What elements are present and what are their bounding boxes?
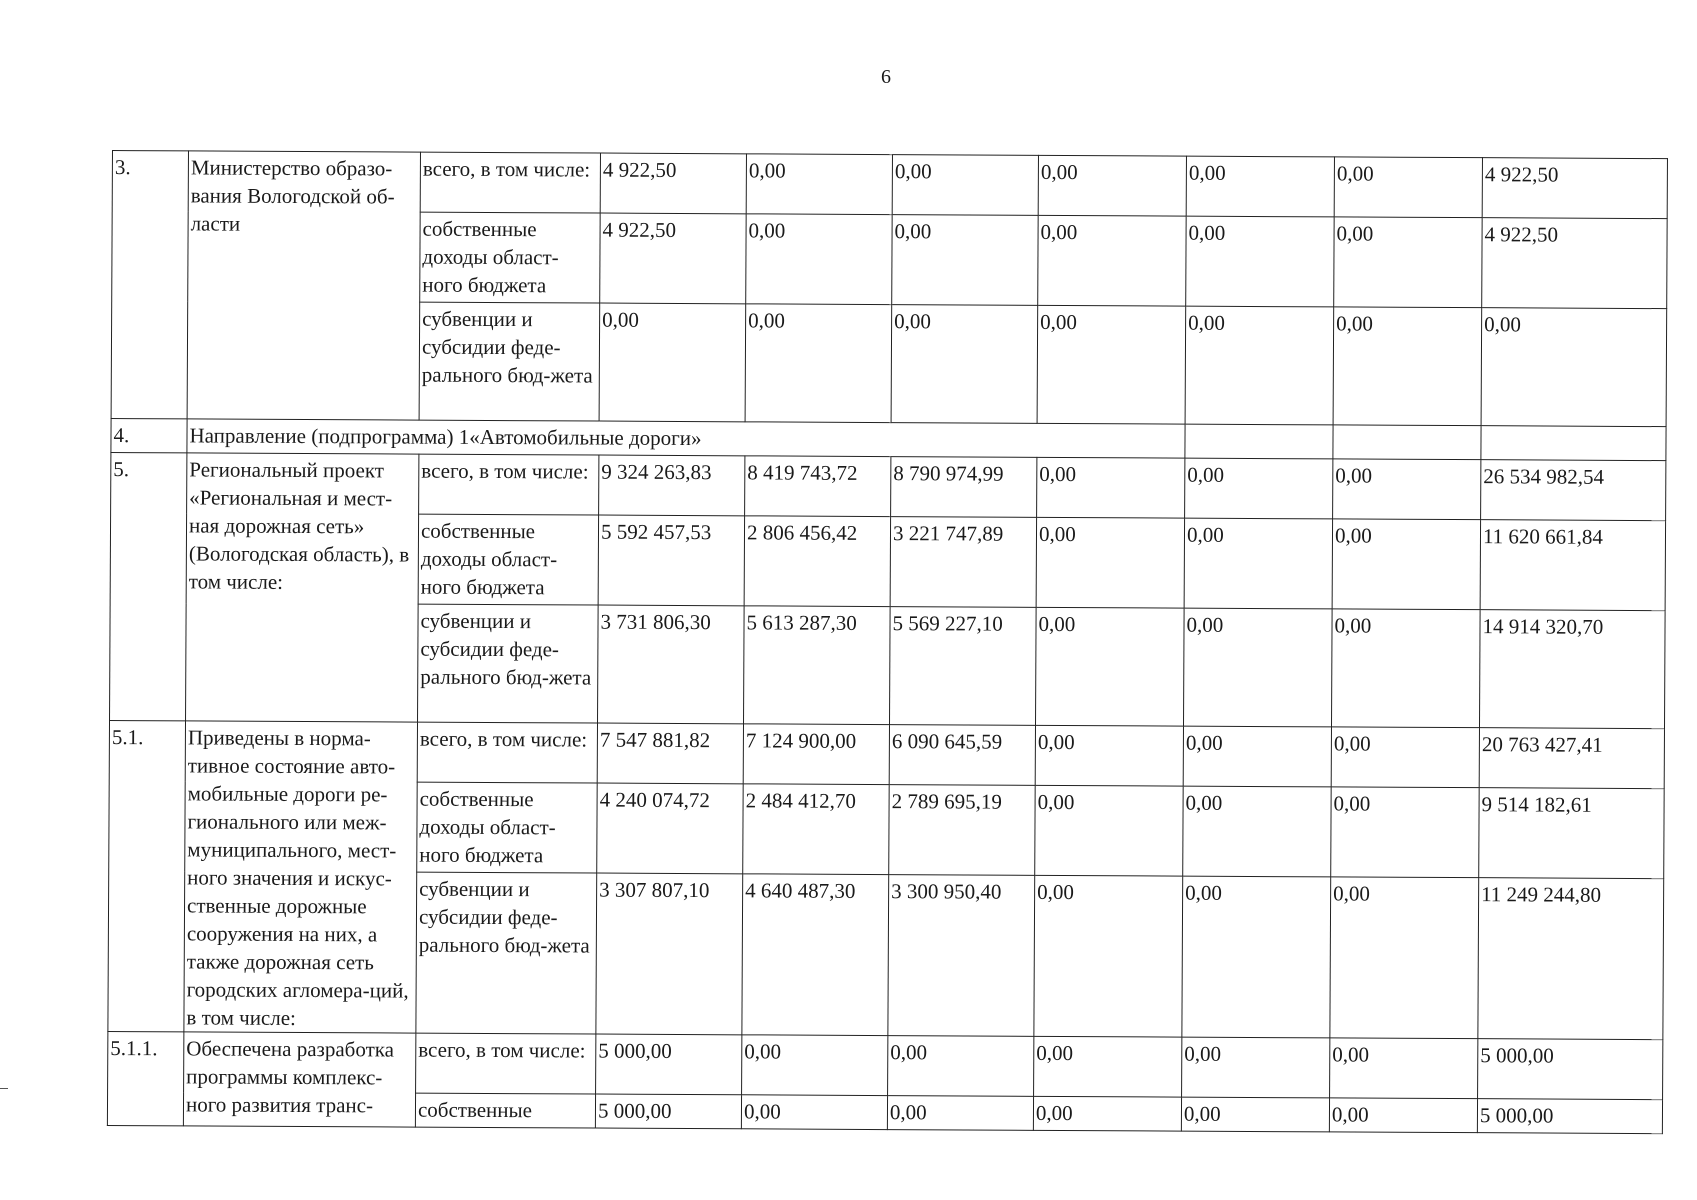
value-cell: 0,00 [1329, 1098, 1477, 1133]
value-cell: 7 547 881,82 [597, 723, 743, 784]
value-cell: 0,00 [1038, 215, 1186, 306]
value-cell: 6 090 645,59 [889, 725, 1035, 786]
value-cell: 0,00 [746, 154, 892, 215]
value-cell: 3 307 807,10 [596, 874, 743, 1035]
margin-mark [0, 1088, 8, 1089]
value-cell: 0,00 [741, 1095, 887, 1130]
row-number: 4. [111, 418, 187, 452]
row-name: Министерство образо-вания Вологодской об-ласти [187, 151, 420, 420]
section-title: Направление (подпрограмма) 1«Автомобильные дороги» [187, 419, 1185, 458]
value-cell: 7 124 900,00 [743, 724, 889, 785]
source-cell: субвенции и субсидии феде-рального бюд-жета [419, 302, 600, 421]
value-cell: 0,00 [599, 303, 746, 422]
row-name: Приведены в норма-тивное состояние авто-мобильные дороги ре-гионального или меж-муниципального, мест-ного значения и искус-ственные дорожные сооружения на них, а также дорожная сеть городских агломера-ций, в том числе: [184, 721, 418, 1033]
value-cell: 3 300 950,40 [888, 875, 1035, 1036]
value-cell: 0,00 [745, 304, 892, 423]
source-cell: всего, в том числе: [417, 722, 597, 783]
value-cell: 4 922,50 [600, 213, 746, 304]
value-cell: 0,00 [892, 215, 1038, 306]
total-cell: 14 914 320,70 [1479, 610, 1665, 729]
value-cell: 0,00 [1186, 216, 1334, 307]
source-cell: собственные [415, 1093, 595, 1128]
value-cell: 0,00 [742, 1035, 888, 1096]
value-cell: 0,00 [1334, 157, 1482, 218]
total-cell: 5 000,00 [1478, 1039, 1663, 1100]
value-cell: 0,00 [1034, 1036, 1182, 1097]
table-row [111, 452, 1666, 520]
table-row [108, 1031, 1663, 1099]
value-cell: 8 419 743,72 [745, 456, 891, 517]
value-cell: 0,00 [1331, 609, 1480, 728]
value-cell: 0,00 [1037, 305, 1186, 424]
source-cell: субвенции и субсидии феде-рального бюд-жета [418, 604, 599, 723]
empty-cell [1333, 425, 1481, 460]
source-cell: всего, в том числе: [419, 454, 599, 515]
total-cell: 26 534 982,54 [1481, 460, 1666, 521]
value-cell: 0,00 [888, 1036, 1034, 1097]
value-cell: 3 221 747,89 [890, 517, 1036, 608]
source-cell: субвенции и субсидии феде-рального бюд-жета [416, 873, 597, 1034]
value-cell: 0,00 [1036, 607, 1185, 726]
value-cell: 0,00 [1183, 608, 1332, 727]
value-cell: 0,00 [1331, 727, 1479, 788]
total-cell: 20 763 427,41 [1479, 728, 1664, 789]
value-cell: 4 240 074,72 [597, 783, 743, 874]
row-number: 5.1. [108, 720, 186, 1031]
value-cell: 2 789 695,19 [889, 785, 1035, 876]
value-cell: 5 613 287,30 [744, 606, 891, 725]
budget-table [107, 150, 1668, 1134]
table-row [109, 720, 1664, 788]
value-cell: 0,00 [1182, 1037, 1330, 1098]
value-cell: 3 731 806,30 [598, 605, 745, 724]
value-cell: 0,00 [1330, 1038, 1478, 1099]
total-cell: 0,00 [1481, 308, 1667, 427]
row-number: 3. [111, 151, 188, 419]
value-cell: 0,00 [1038, 155, 1186, 216]
value-cell: 9 324 263,83 [599, 455, 745, 516]
value-cell: 0,00 [887, 1096, 1033, 1131]
value-cell: 0,00 [1033, 1096, 1181, 1131]
value-cell: 0,00 [1330, 877, 1479, 1038]
source-cell: собственные доходы област-ного бюджета [417, 782, 597, 873]
value-cell: 5 000,00 [595, 1094, 741, 1129]
value-cell: 0,00 [1333, 459, 1481, 520]
value-cell: 2 484 412,70 [743, 784, 889, 875]
value-cell: 5 592 457,53 [598, 515, 744, 606]
value-cell: 0,00 [1035, 725, 1183, 786]
empty-cell [1481, 426, 1666, 461]
source-cell: всего, в том числе: [416, 1033, 596, 1094]
value-cell: 0,00 [1185, 458, 1333, 519]
value-cell: 4 640 487,30 [742, 874, 889, 1035]
total-cell: 11 620 661,84 [1480, 520, 1665, 611]
source-cell: всего, в том числе: [420, 152, 600, 213]
value-cell: 0,00 [1036, 517, 1184, 608]
row-name: Обеспечена разработка программы комплекс-ного развития транс- [183, 1032, 415, 1127]
value-cell: 5 000,00 [596, 1034, 742, 1095]
value-cell: 0,00 [1183, 786, 1331, 877]
value-cell: 0,00 [1332, 519, 1480, 610]
value-cell: 0,00 [891, 305, 1038, 424]
source-cell: собственные доходы област-ного бюджета [418, 514, 598, 605]
value-cell: 0,00 [1184, 518, 1332, 609]
table-row [112, 151, 1667, 219]
value-cell: 0,00 [1333, 307, 1482, 426]
value-cell: 0,00 [1334, 217, 1482, 308]
row-number: 5. [110, 452, 187, 720]
value-cell: 0,00 [1331, 787, 1479, 878]
source-cell: собственные доходы област-ного бюджета [420, 212, 600, 303]
value-cell: 0,00 [1035, 786, 1183, 877]
value-cell: 0,00 [1185, 306, 1334, 425]
value-cell: 0,00 [1034, 876, 1183, 1037]
page-number: 6 [881, 66, 891, 88]
total-cell: 11 249 244,80 [1478, 878, 1664, 1039]
total-cell: 9 514 182,61 [1479, 788, 1664, 879]
total-cell: 5 000,00 [1477, 1099, 1662, 1134]
value-cell: 0,00 [1182, 877, 1331, 1038]
row-name: Региональный проект «Региональная и мест-ная дорожная сеть» (Вологодская область), в том числе: [186, 453, 419, 722]
total-cell: 4 922,50 [1482, 218, 1667, 309]
value-cell: 4 922,50 [600, 153, 746, 214]
total-cell: 4 922,50 [1482, 158, 1667, 219]
value-cell: 8 790 974,99 [891, 457, 1037, 518]
value-cell: 0,00 [1183, 726, 1331, 787]
value-cell: 0,00 [892, 155, 1038, 216]
value-cell: 0,00 [1181, 1097, 1329, 1132]
row-number: 5.1.1. [107, 1031, 183, 1125]
value-cell: 2 806 456,42 [744, 516, 890, 607]
value-cell: 0,00 [1186, 156, 1334, 217]
value-cell: 0,00 [1037, 457, 1185, 518]
value-cell: 0,00 [746, 214, 892, 305]
value-cell: 5 569 227,10 [890, 607, 1037, 726]
empty-cell [1185, 424, 1333, 459]
